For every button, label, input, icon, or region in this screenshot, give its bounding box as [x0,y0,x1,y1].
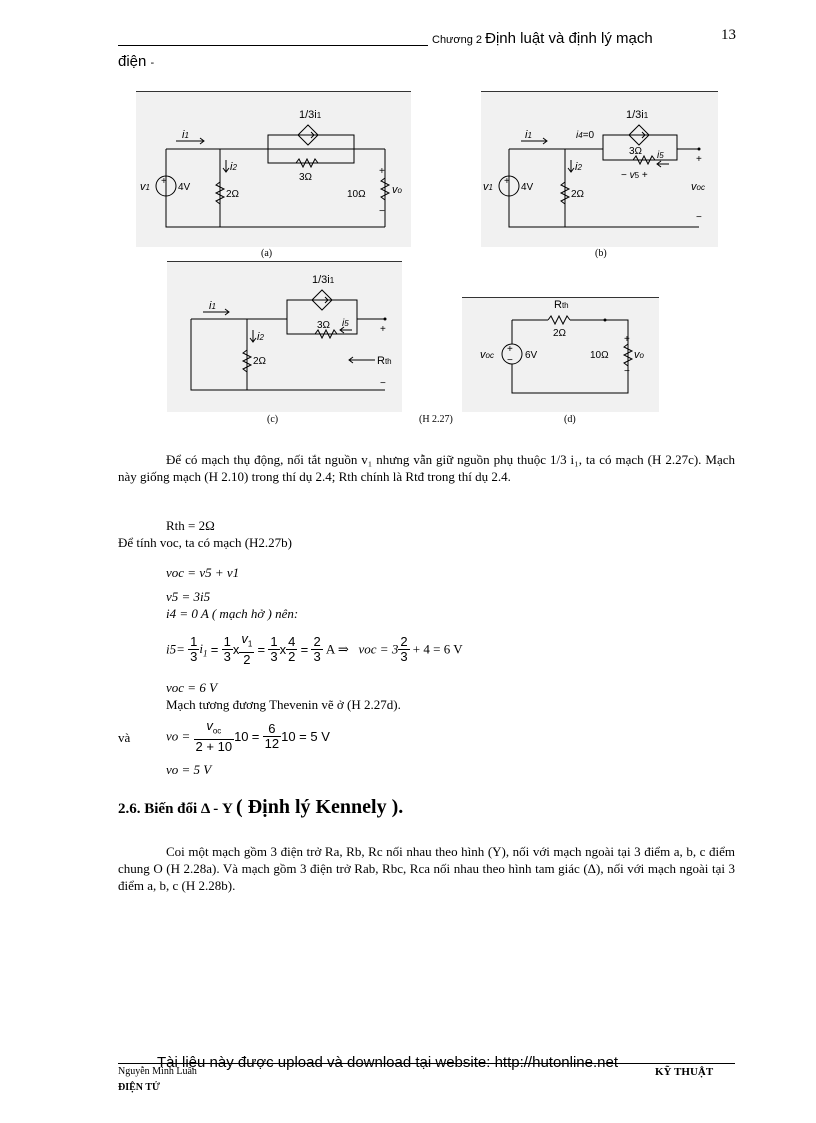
i1-label: i1 [182,129,189,141]
footer-dept: ĐIỆN TỬ [118,1082,160,1093]
i2-label: i2 [230,161,237,173]
minus-sign-d: − [507,355,513,366]
rth-label-c: Rth [377,355,392,367]
plus-sign: + [161,176,167,187]
equation-i4: i4 = 0 A ( mạch hở ) nên: [166,606,299,621]
section-heading: 2.6. Biến đổi Δ - Y ( Định lý Kennely ). [118,796,404,818]
vo-label: vo [392,184,402,196]
footer-author: Nguyễn Minh Luân [118,1066,197,1077]
vo-plus: + [379,166,385,177]
voc-plus: + [696,154,702,165]
header-rule [118,45,428,46]
r3-label: 3Ω [299,172,313,183]
figure-d [462,297,659,412]
caption-main: (H 2.27) [419,414,453,425]
r2-label-c: 2Ω [253,356,267,367]
v1-label: v1 [140,181,150,193]
v1-label-b: v1 [483,181,493,193]
chapter-title: Chương 2 Định luật và định lý mạch [432,30,653,47]
equation-voc: voc = v5 + v1 [166,565,240,580]
i4-label: i4=0 [576,130,595,141]
equation-voc-result: voc = 6 V [166,680,218,695]
caption-a: (a) [261,248,273,259]
r3-label-b: 3Ω [629,146,643,157]
r2-label-b: 2Ω [571,189,585,200]
i5-label-c: i5 [342,318,349,329]
caption-d: (d) [564,414,576,425]
plus-sign-d: + [507,344,513,355]
chapter-title-continued: điện - [118,53,155,70]
src6v-label: 6V [525,350,538,361]
r10-label-d: 10Ω [590,350,609,361]
dep-source-label-c: 1/3i1 [312,274,335,286]
plus-sign-b: + [504,176,510,187]
caption-c: (c) [267,414,279,425]
vo-minus-d: − [624,366,630,377]
i1-label-c: i1 [209,300,216,312]
voc-label: voc [691,181,705,193]
i5-label: i5 [657,150,664,161]
r10-label: 10Ω [347,189,366,200]
dep-source-label: 1/3i1 [299,109,322,121]
src4v-label: 4V [178,182,191,193]
thevenin-note: Mạch tương đương Thevenin vẽ ở (H 2.27d). [166,697,401,712]
voc-label-d: voc [480,349,494,361]
voc-intro: Để tính voc, ta có mạch (H2.27b) [118,535,293,550]
vo-label-d: vo [634,349,644,361]
i2-label-b: i2 [575,161,582,173]
vo-plus-d: + [624,334,630,345]
minus-sign-c: − [380,378,386,389]
equation-vo-result: vo = 5 V [166,762,212,777]
and-label: và [118,730,131,745]
caption-b: (b) [595,248,607,259]
r3-label-c: 3Ω [317,320,331,331]
paragraph-delta-y: Coi một mạch gồm 3 điện trở Ra, Rb, Rc nối nhau theo hình (Y), nối với mạch ngoài tại 3 điểm a, b, c điểm chung O (H 2.28a). Và mạch gồm 3 điện trở Rab, Rbc, Rca nối nhau theo hình tam giác (Δ), nối với mạch ngoài tại 3 điểm a, b, c (H 2.28b). [118,844,735,893]
paragraph-passive-circuit: Để có mạch thụ động, nối tắt nguồn v₁ nhưng vẫn giữ nguồn phụ thuộc 1/3 i₁, ta có mạch (H 2.27c). Mạch này giống mạch (H 2.10) trong thí dụ 2.4; Rth chính là Rtđ trong thí dụ 2.4. [118,452,735,484]
r2-label-d: 2Ω [553,328,567,339]
footer-upload-notice: Tài liệu này được upload và download tại website: http://hutonline.net [157,1054,619,1071]
plus-sign-c: + [380,324,386,335]
vo-minus: − [379,206,385,217]
rth-label-d: Rth [554,299,569,311]
figure-b [481,91,718,247]
i1-label-b: i1 [525,129,532,141]
rth-equation: Rth = 2Ω [166,518,215,533]
src4v-label-b: 4V [521,182,534,193]
page-number: 13 [721,27,736,43]
equation-vo: vo = $\frac{v_{oc}}{2 + 10}$ 10 = $\frac{6}{12}$ 10 = 5 V [166,718,330,754]
equation-i5: i5= $\frac{1}{3}$ $i_1$ = $\frac{1}{3}$ x $\frac{v_1}{2}$ = $\frac{1}{3}$ x $\frac{4}{2}$ = $\frac{2}{3}$ A ⇒ voc = 3 $\frac{2}{3}$ + 4 = 6 V [166,631,463,667]
i2-label-c: i2 [257,331,264,343]
voc-minus: − [696,212,702,223]
footer-right-label: KỸ THUẬT [655,1066,714,1078]
dep-source-label-b: 1/3i1 [626,109,649,121]
figure-a [136,91,411,247]
r2-label: 2Ω [226,189,240,200]
v5-label: − v5 + [621,170,648,181]
figure-c [167,261,402,412]
equation-v5: v5 = 3i5 [166,589,211,604]
